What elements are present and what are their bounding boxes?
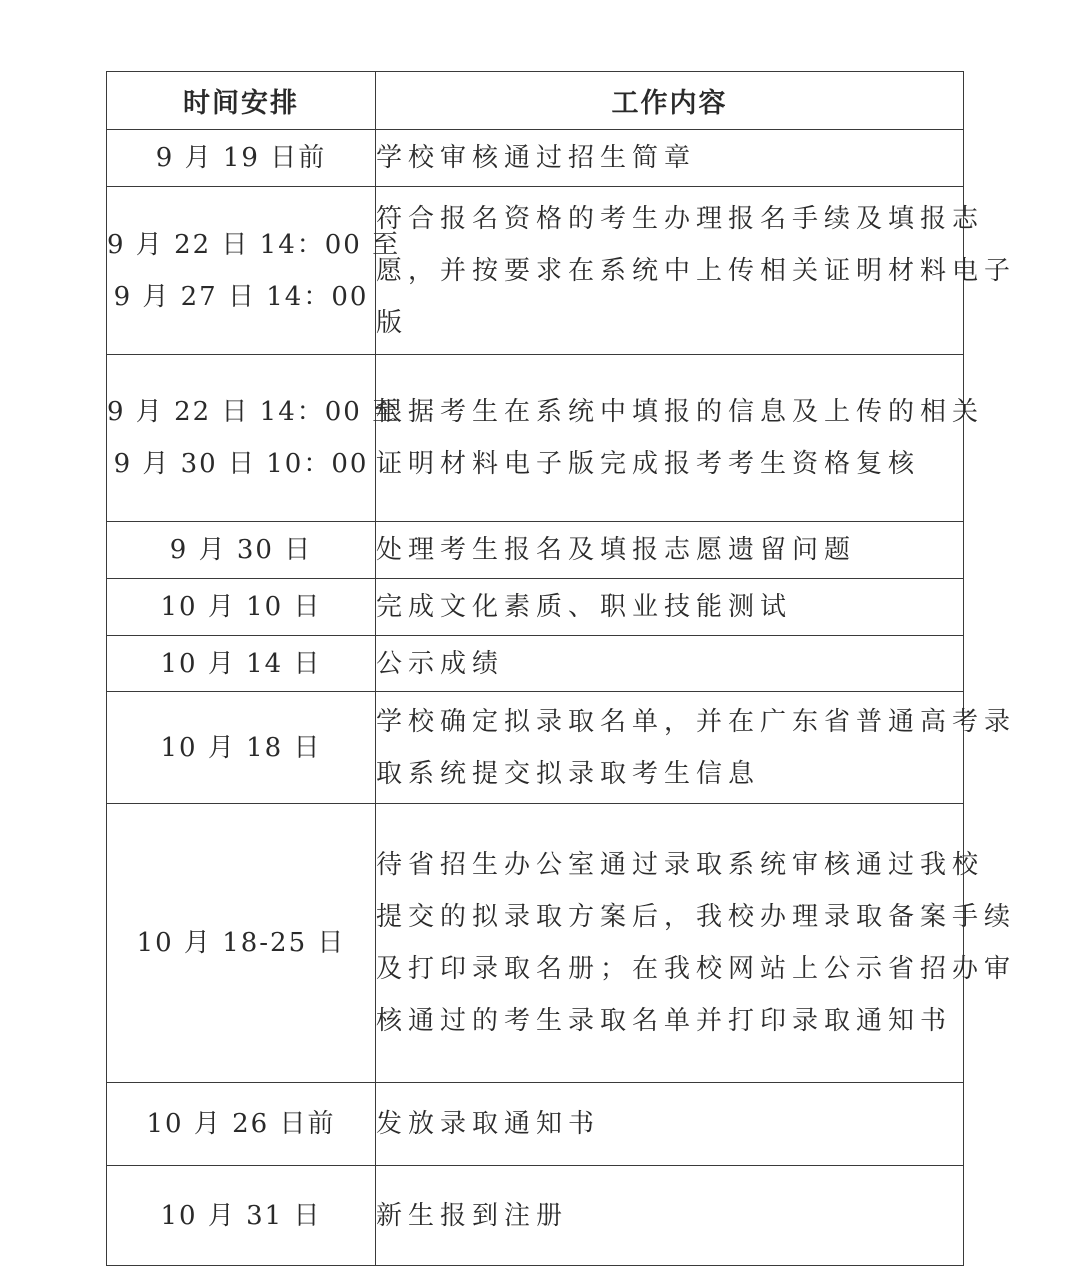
- time-text: 9 月 27 日 14：00: [113, 281, 369, 312]
- time-cell: [107, 187, 401, 355]
- time-cell: [107, 1166, 376, 1266]
- task-text: 新生报到注册: [376, 1200, 569, 1231]
- task-text: 学校审核通过招生简章: [376, 143, 697, 173]
- time-text: 9 月 30 日: [169, 535, 313, 565]
- table-row: [107, 804, 964, 1083]
- task-cell: [376, 355, 985, 522]
- time-cell: [107, 1083, 376, 1166]
- task-text: 发放录取通知书: [376, 1109, 601, 1139]
- table-row: [107, 1083, 964, 1166]
- time-cell: [107, 355, 401, 522]
- table-row: [107, 522, 964, 579]
- task-text: 愿，并按要求在系统中上传相关证明材料电子: [376, 255, 1017, 286]
- table-row: [107, 1166, 964, 1266]
- task-text: 学校确定拟录取名单，并在广东省普通高考录: [376, 706, 1017, 737]
- table-row: [107, 130, 964, 187]
- task-text: 符合报名资格的考生办理报名手续及填报志: [376, 203, 985, 234]
- time-cell: [107, 579, 376, 636]
- table-row: [107, 355, 964, 522]
- task-cell: [376, 579, 964, 636]
- table-row: [107, 636, 964, 692]
- time-text: 9 月 22 日 14：00 至: [107, 229, 401, 260]
- task-text: 公示成绩: [376, 648, 505, 679]
- time-text: 9 月 22 日 14：00 至: [107, 397, 401, 427]
- task-text: 完成文化素质、职业技能测试: [376, 592, 793, 622]
- time-cell: [107, 522, 376, 579]
- task-text: 取系统提交拟录取考生信息: [376, 758, 761, 789]
- task-text: 核通过的考生录取名单并打印录取通知书: [376, 1006, 953, 1036]
- task-cell: [376, 1083, 964, 1166]
- time-cell: [107, 636, 376, 692]
- schedule-table: [106, 71, 1017, 1266]
- header-task: 工作内容: [376, 72, 964, 130]
- time-text: 10 月 10 日: [160, 592, 322, 622]
- time-text: 10 月 14 日: [160, 648, 322, 679]
- table-row: [107, 187, 964, 355]
- task-text: 处理考生报名及填报志愿遗留问题: [376, 535, 857, 565]
- task-cell: [376, 636, 964, 692]
- task-text: 证明材料电子版完成报考考生资格复核: [376, 449, 921, 479]
- task-text: 版: [376, 307, 409, 338]
- task-text: 待省招生办公室通过录取系统审核通过我校: [376, 850, 985, 880]
- task-cell: [376, 187, 1017, 355]
- time-text: 9 月 19 日前: [155, 143, 327, 173]
- task-cell: [376, 1166, 964, 1266]
- table-row: [107, 579, 964, 636]
- table-row: [107, 692, 964, 804]
- time-text: 9 月 30 日 10：00: [113, 449, 369, 479]
- time-text: 10 月 18-25 日: [136, 928, 346, 958]
- header-time: 时间安排: [107, 72, 376, 130]
- task-cell: [376, 522, 964, 579]
- task-cell: [376, 130, 964, 187]
- time-text: 10 月 26 日前: [146, 1109, 336, 1139]
- time-text: 10 月 18 日: [160, 732, 322, 763]
- time-text: 10 月 31 日: [160, 1200, 322, 1231]
- task-cell: [376, 692, 1017, 804]
- task-text: 根据考生在系统中填报的信息及上传的相关: [376, 397, 985, 427]
- task-cell: [376, 804, 1017, 1083]
- task-text: 及打印录取名册；在我校网站上公示省招办审: [376, 954, 1017, 984]
- time-cell: [107, 130, 376, 187]
- task-text: 提交的拟录取方案后，我校办理录取备案手续: [376, 902, 1017, 932]
- time-cell: [107, 804, 376, 1083]
- time-cell: [107, 692, 376, 804]
- table-header-row: [107, 72, 964, 130]
